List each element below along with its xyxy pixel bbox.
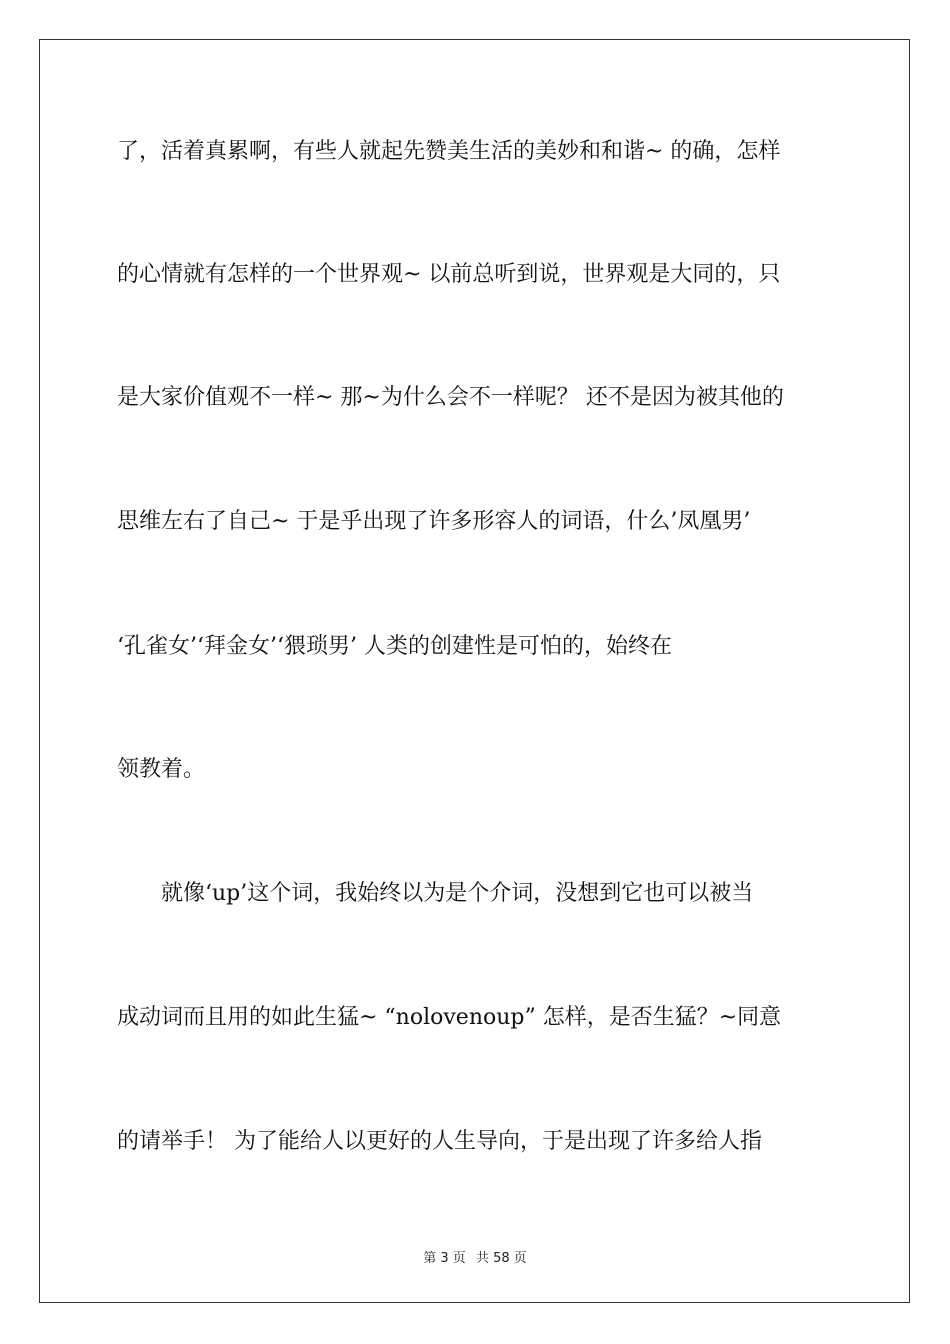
text-line-3: 是大家价值观不一样~ 那~为什么会不一样呢？ 还不是因为被其他的 <box>117 385 784 410</box>
text-line-5: ‘孔雀女’‘拜金女’‘猥琐男’ 人类的创建性是可怕的，始终在 <box>117 634 672 659</box>
page-number: 第 3 页 <box>423 1251 466 1266</box>
page-footer <box>0 1247 950 1266</box>
page-border <box>39 39 910 1303</box>
text-line-6: 领教着。 <box>117 757 206 782</box>
text-line-1: 了，活着真累啊，有些人就起先赞美生活的美妙和和谐~ 的确，怎样 <box>117 139 781 164</box>
text-line-8: 成动词而且用的如此生猛~ “nolovenoup” 怎样，是否生猛？~同意 <box>117 1005 782 1030</box>
text-line-2: 的心情就有怎样的一个世界观~ 以前总听到说，世界观是大同的，只 <box>117 262 781 287</box>
text-line-4: 思维左右了自己~ 于是乎出现了许多形容人的词语，什么’凤凰男’ <box>117 509 751 534</box>
text-line-9: 的请举手！ 为了能给人以更好的人生导向，于是出现了许多给人指 <box>117 1129 762 1154</box>
page-total: 共 58 页 <box>475 1251 527 1266</box>
text-line-7: 就像‘up’这个词，我始终以为是个介词，没想到它也可以被当 <box>161 881 754 906</box>
